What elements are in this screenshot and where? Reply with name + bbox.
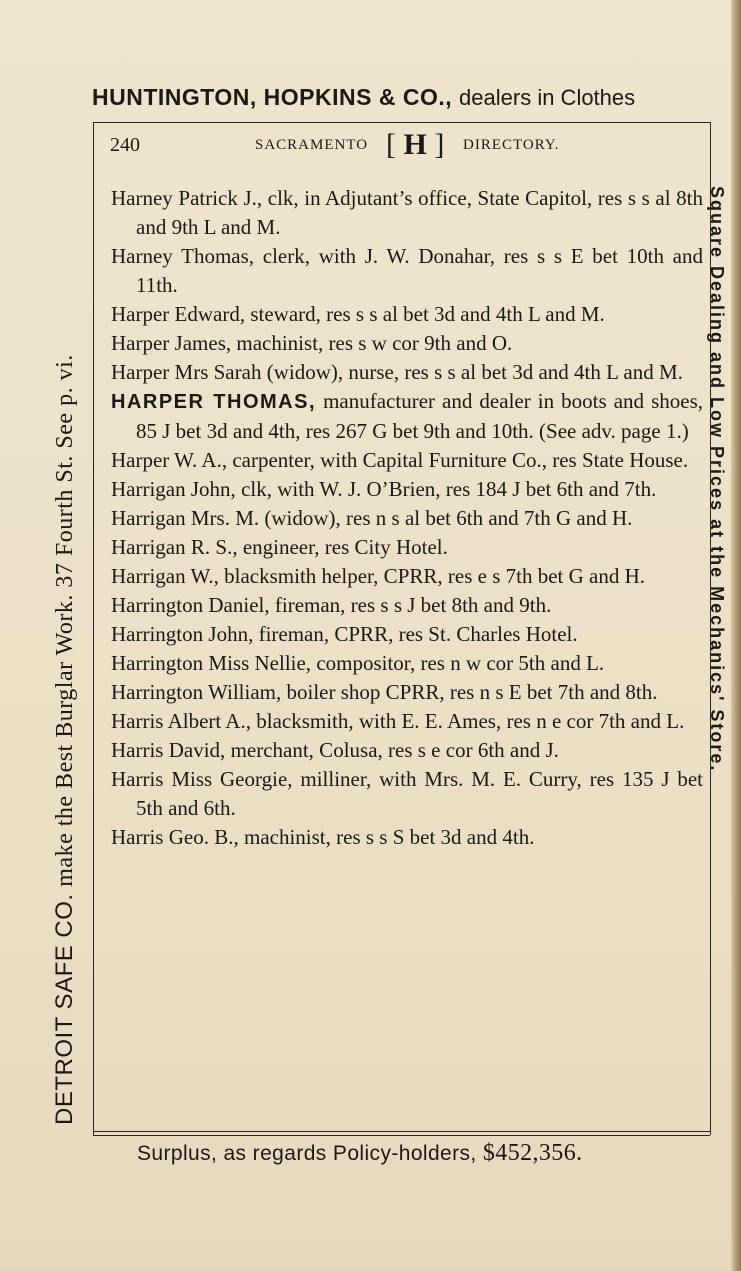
footer-label: Surplus, as regards Policy-holders, [137, 1142, 477, 1165]
footer-advertisement [137, 1140, 583, 1167]
entry-text: clk, in Adjutant’s office, State Capitol, res s s al 8th and 9th L and M. [136, 186, 703, 239]
directory-entry [111, 300, 703, 329]
entry-name: Harris Miss Georgie, [111, 767, 293, 791]
directory-entry [111, 591, 703, 620]
right-advertisement: Square Dealing and Low Prices at the Mechanics' Store. [707, 186, 727, 773]
directory-entry [111, 765, 703, 823]
entry-text: boiler shop CPRR, res n s E bet 7th and 8th. [281, 680, 658, 704]
directory-entry [111, 504, 703, 533]
directory-entry [111, 358, 703, 387]
entry-name: Harrigan John, [111, 477, 236, 501]
entry-text: compositor, res n w cor 5th and L. [311, 651, 605, 675]
entry-text: (widow), nurse, res s s al bet 3d and 4th L and M. [261, 360, 683, 384]
directory-entry [111, 736, 703, 765]
bracket-open: [ [386, 128, 396, 161]
running-header [110, 128, 700, 164]
directory-entry [111, 475, 703, 504]
entry-name: Harper Edward, [111, 302, 246, 326]
directory-entry [111, 446, 703, 475]
entry-name: Harrington Daniel, [111, 593, 270, 617]
entry-text: clk, with W. J. O’Brien, res 184 J bet 6th and 7th. [235, 477, 657, 501]
directory-entry [111, 242, 703, 300]
directory-entry [111, 620, 703, 649]
left-ad-company: DETROIT SAFE CO. [51, 893, 78, 1125]
entry-text: (widow), res n s al bet 6th and 7th G and H. [259, 506, 633, 530]
entry-text: milliner, with Mrs. M. E. Curry, res 135 J bet 5th and 6th. [136, 767, 703, 820]
entry-name: Harris Albert A., [111, 709, 251, 733]
directory-entries [111, 184, 703, 852]
header-title: DIRECTORY. [463, 137, 560, 153]
directory-entry-featured [111, 387, 703, 446]
left-ad-rest: make the Best Burglar Work. 37 Fourth St. See p. vi. [52, 354, 78, 887]
entry-name: HARPER THOMAS, [111, 391, 317, 413]
entry-name: Harper Mrs Sarah [111, 360, 262, 384]
entry-text: merchant, Colusa, res s e cor 6th and J. [225, 738, 559, 762]
page-number: 240 [110, 134, 140, 156]
directory-entry [111, 329, 703, 358]
entry-text: blacksmith, with E. E. Ames, res n e cor 7th and L. [250, 709, 685, 733]
entry-name: Harrington William, [111, 680, 282, 704]
entry-name: Harper James, [111, 331, 232, 355]
header-letter [386, 128, 444, 162]
entry-text: carpenter, with Capital Furniture Co., res State House. [227, 448, 689, 472]
entry-text: clerk, with J. W. Donahar, res s s E bet 10th and 11th. [136, 244, 704, 297]
top-advertisement [92, 84, 722, 111]
entry-name: Harrigan R. S., [111, 535, 238, 559]
directory-entry [111, 678, 703, 707]
bottom-rule [93, 1131, 710, 1132]
page-edge [731, 0, 741, 1271]
header-city: SACRAMENTO [255, 137, 369, 153]
section-letter: H [403, 128, 427, 161]
bracket-close: ] [434, 128, 445, 161]
entry-text: blacksmith helper, CPRR, res e s 7th bet G and H. [218, 564, 646, 588]
entry-name: Harney Thomas, [111, 244, 255, 268]
directory-entry [111, 562, 703, 591]
entry-name: Harrington Miss Nellie, [111, 651, 312, 675]
entry-text: steward, res s s al bet 3d and 4th L and M. [245, 302, 605, 326]
left-advertisement [48, 125, 82, 1125]
entry-name: Harper W. A., [111, 448, 228, 472]
bottom-rule-thin [93, 1135, 710, 1136]
top-ad-tail: dealers in Clothes [459, 85, 636, 110]
entry-text: fireman, res s s J bet 8th and 9th. [269, 593, 552, 617]
entry-text: fireman, CPRR, res St. Charles Hotel. [253, 622, 578, 646]
footer-amount: $452,356. [482, 1140, 583, 1166]
directory-entry [111, 707, 703, 736]
entry-text: machinist, res s w cor 9th and O. [231, 331, 513, 355]
entry-name: Harrigan W., [111, 564, 219, 588]
directory-entry [111, 823, 703, 852]
entry-name: Harrigan Mrs. M. [111, 506, 260, 530]
entry-text: machinist, res s s S bet 3d and 4th. [238, 825, 535, 849]
entry-name: Harney Patrick J., [111, 186, 263, 210]
directory-entry [111, 533, 703, 562]
entry-name: Harris Geo. B., [111, 825, 239, 849]
directory-entry [111, 649, 703, 678]
entry-text: manufacturer and dealer in boots and shoes, 85 J bet 3d and 4th, res 267 G bet 9th and 10th. (See adv. page 1.) [136, 389, 703, 443]
top-ad-company: HUNTINGTON, HOPKINS & CO., [92, 84, 453, 110]
directory-entry [111, 184, 703, 242]
entry-text: engineer, res City Hotel. [237, 535, 448, 559]
entry-name: Harrington John, [111, 622, 254, 646]
entry-name: Harris David, [111, 738, 226, 762]
